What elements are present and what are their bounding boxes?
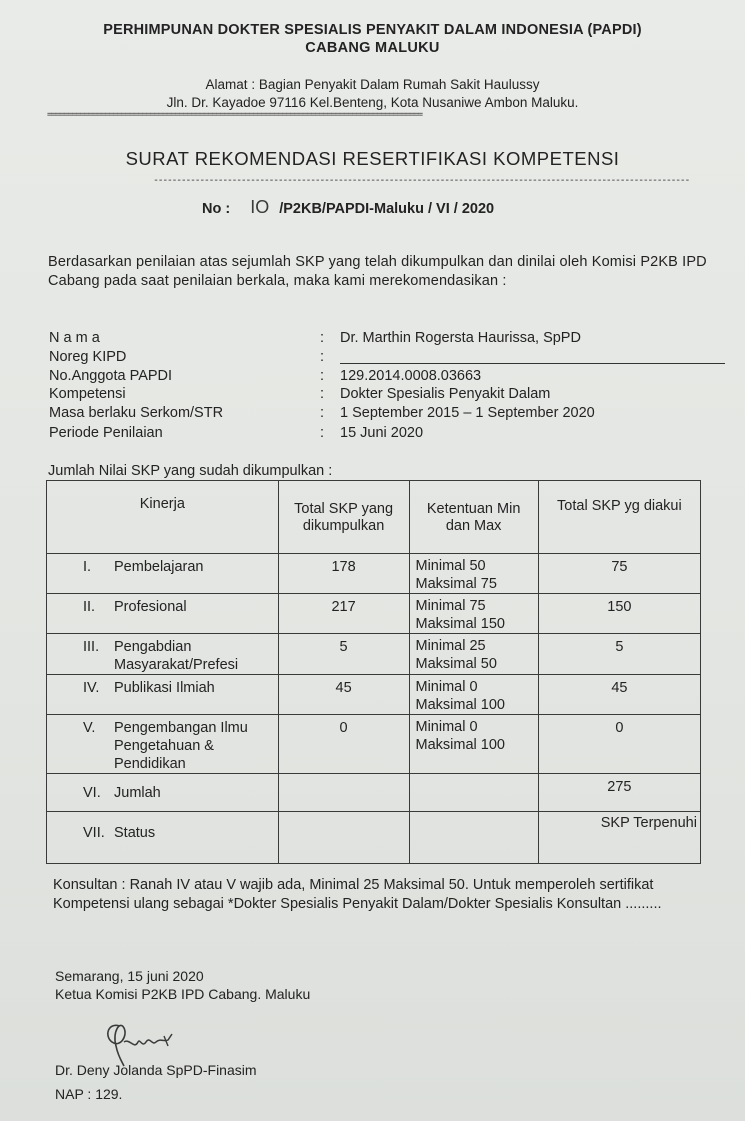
header-ketentuan: Ketentuan Min dan Max (409, 481, 538, 554)
row-total: 5 (339, 639, 348, 655)
number-suffix: /P2KB/PAPDI-Maluku / VI / 2020 (279, 201, 495, 217)
header-total: Total SKP yang dikumpulkan (278, 481, 409, 554)
address-line1: Alamat : Bagian Penyakit Dalam Rumah Sakit Haulussy (205, 77, 540, 92)
address-line2: Jln. Dr. Kayadoe 97116 Kel.Benteng, Kota Nusaniwe Ambon Maluku. (166, 95, 579, 110)
row-max: Maksimal 75 (415, 576, 497, 592)
detail-colon: : (320, 386, 325, 402)
signatory-name: Dr. Deny Jolanda SpPD-Finasim (55, 1062, 257, 1078)
detail-colon: : (320, 330, 325, 346)
row-diakui: 0 (615, 720, 624, 736)
detail-value: 15 Juni 2020 (340, 425, 424, 441)
consultant-note: Konsultan : Ranah IV atau V wajib ada, Minimal 25 Maksimal 50. Untuk memperoleh sertifikat Kompetensi ulang sebagai *Dokter Spesialis Penyakit Dalam/Dokter Spesialis Konsultan ......... (53, 877, 662, 912)
row-diakui: 150 (607, 599, 632, 615)
detail-value: Dr. Marthin Rogersta Haurissa, SpPD (340, 330, 581, 346)
row-kinerja: Publikasi Ilmiah (114, 680, 215, 696)
blank-line (340, 363, 725, 364)
detail-label: Masa berlaku Serkom/STR (49, 405, 224, 421)
table-row (47, 812, 701, 864)
row-number: V. (83, 720, 96, 736)
row-max: Maksimal 150 (415, 616, 505, 632)
detail-colon: : (320, 405, 325, 421)
table-row (47, 675, 701, 715)
detail-value: 1 September 2015 – 1 September 2020 (340, 405, 595, 421)
intro-paragraph: Berdasarkan penilaian atas sejumlah SKP yang telah dikumpulkan dan dinilai oleh Komisi P2KB IPD Cabang pada saat penilaian berkala, maka kami merekomendasikan : (48, 254, 707, 289)
header-kinerja: Kinerja (47, 481, 279, 554)
detail-value: Dokter Spesialis Penyakit Dalam (340, 386, 551, 402)
detail-colon: : (320, 349, 325, 365)
detail-label: Kompetensi (49, 386, 126, 402)
title-rule: -------------------------------------------------------------------------------------------------------------------- (153, 175, 689, 186)
row-number: I. (83, 559, 92, 575)
org-name-line1: PERHIMPUNAN DOKTER SPESIALIS PENYAKIT DALAM INDONESIA (PAPDI) (103, 22, 642, 38)
row-max: Maksimal 100 (415, 697, 505, 713)
row-min: Minimal 50 (415, 558, 486, 574)
table-caption: Jumlah Nilai SKP yang sudah dikumpulkan : (48, 463, 333, 479)
table-header-row (47, 481, 701, 554)
row-kinerja: Status (114, 825, 156, 841)
signature-place-date: Semarang, 15 juni 2020 (55, 968, 204, 984)
detail-label: N a m a (49, 330, 100, 346)
detail-label: Noreg KIPD (49, 349, 127, 365)
row-min: Minimal 0 (415, 679, 478, 695)
row-number: III. (83, 639, 100, 655)
row-total: 0 (339, 720, 348, 736)
skp-table (46, 480, 701, 864)
detail-value: 129.2014.0008.03663 (340, 368, 482, 384)
row-min: Minimal 75 (415, 598, 486, 614)
row-diakui: 275 (607, 779, 632, 795)
table-row (47, 554, 701, 594)
row-total: 178 (331, 559, 356, 575)
row-kinerja: Pembelajaran (114, 559, 204, 575)
letter-title: SURAT REKOMENDASI RESERTIFIKASI KOMPETENSI (125, 148, 620, 169)
row-kinerja: Profesional (114, 599, 187, 615)
row-total: 217 (331, 599, 356, 615)
number-label: No : (202, 201, 231, 217)
table-row (47, 634, 701, 675)
letter-number (202, 197, 494, 218)
row-max: Maksimal 100 (415, 737, 505, 753)
detail-label: No.Anggota PAPDI (49, 368, 173, 384)
row-diakui: 5 (615, 639, 624, 655)
row-min: Minimal 25 (415, 638, 486, 654)
row-max: Maksimal 50 (415, 656, 497, 672)
row-kinerja: Pengembangan Ilmu Pengetahuan & Pendidikan (114, 720, 248, 772)
row-diakui: 45 (611, 680, 628, 696)
table-row (47, 594, 701, 634)
row-kinerja: Pengabdian Masyarakat/Prefesi (114, 639, 239, 673)
row-diakui: 75 (611, 559, 628, 575)
row-min: Minimal 0 (415, 719, 478, 735)
signature-role: Ketua Komisi P2KB IPD Cabang. Maluku (55, 986, 311, 1002)
row-total (279, 774, 409, 778)
table-row (47, 715, 701, 774)
detail-colon: : (320, 368, 325, 384)
header-diakui: Total SKP yg diakui (538, 481, 700, 554)
row-number: IV. (83, 680, 100, 696)
row-number: II. (83, 599, 96, 615)
table-row (47, 774, 701, 812)
row-number: VI. (83, 785, 101, 801)
row-total (279, 812, 409, 816)
org-name-line2: CABANG MALUKU (305, 40, 440, 56)
handwritten-signature (98, 1012, 188, 1068)
signatory-nap: NAP : 129. (55, 1086, 123, 1102)
detail-colon: : (320, 425, 325, 441)
row-kinerja: Jumlah (114, 785, 161, 801)
detail-label: Periode Penilaian (49, 425, 163, 441)
header-separator: =========================================================================================== (47, 110, 422, 120)
row-number: VII. (83, 825, 105, 841)
row-diakui: SKP Terpenuhi (600, 815, 697, 831)
row-total: 45 (335, 680, 352, 696)
number-value: IO (250, 197, 270, 217)
